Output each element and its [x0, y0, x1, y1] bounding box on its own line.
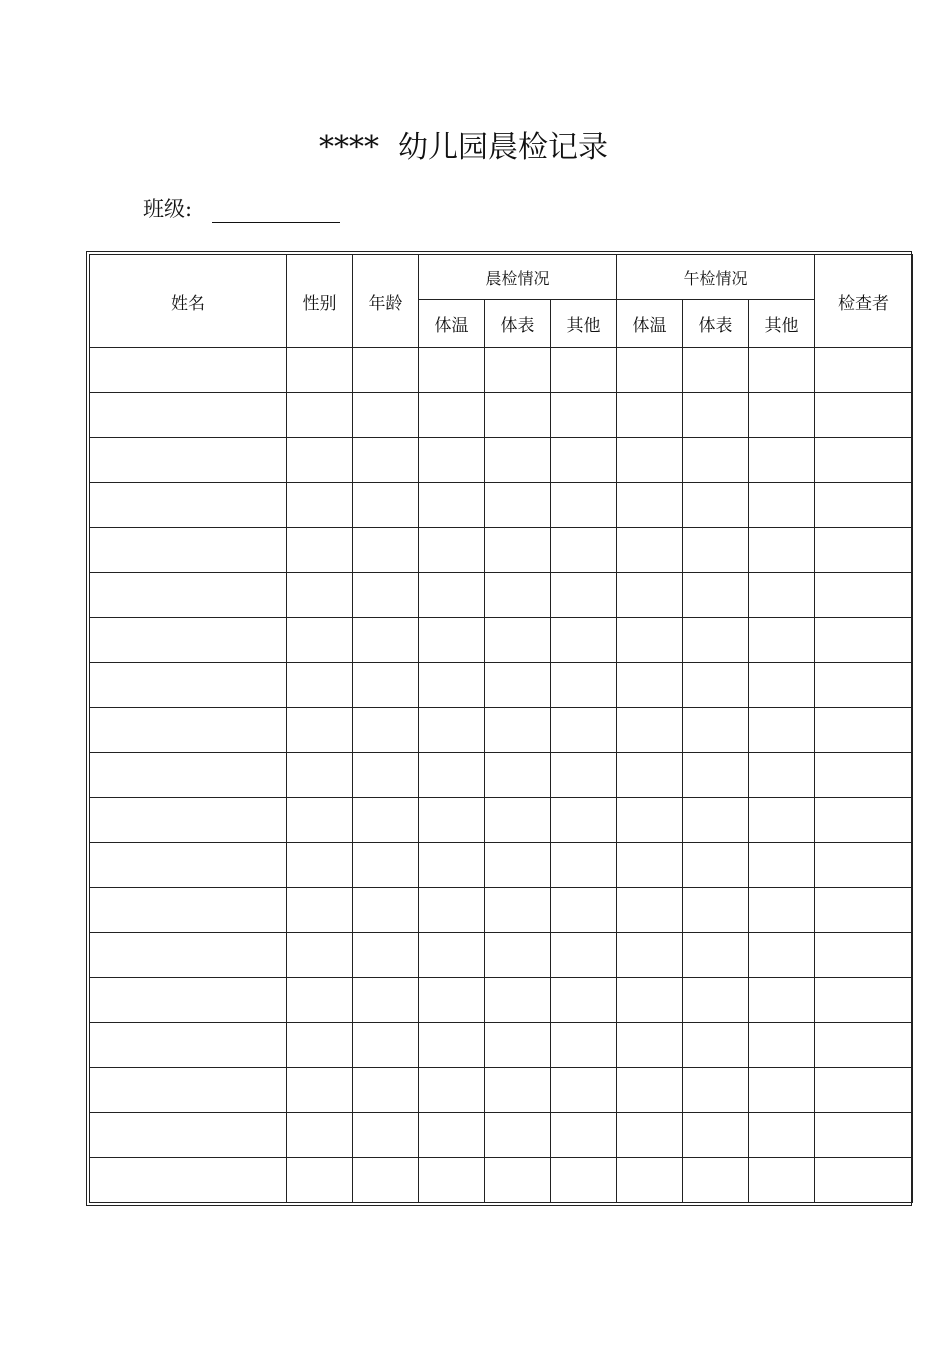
- cell-inspector[interactable]: [815, 573, 913, 618]
- cell-morning-temp[interactable]: [419, 933, 485, 978]
- cell-morning-temp[interactable]: [419, 528, 485, 573]
- cell-inspector[interactable]: [815, 753, 913, 798]
- cell-noon-appearance[interactable]: [683, 753, 749, 798]
- cell-gender[interactable]: [287, 1113, 353, 1158]
- cell-noon-other[interactable]: [749, 348, 815, 393]
- cell-age[interactable]: [353, 753, 419, 798]
- cell-morning-other[interactable]: [551, 933, 617, 978]
- cell-name[interactable]: [90, 978, 287, 1023]
- cell-noon-temp[interactable]: [617, 753, 683, 798]
- cell-noon-appearance[interactable]: [683, 1023, 749, 1068]
- cell-morning-temp[interactable]: [419, 843, 485, 888]
- header-noon-check: 午检情况: [617, 255, 815, 300]
- cell-age[interactable]: [353, 393, 419, 438]
- cell-noon-other[interactable]: [749, 528, 815, 573]
- cell-noon-other[interactable]: [749, 1023, 815, 1068]
- cell-gender[interactable]: [287, 573, 353, 618]
- cell-name[interactable]: [90, 933, 287, 978]
- cell-morning-other[interactable]: [551, 1068, 617, 1113]
- cell-morning-temp[interactable]: [419, 1113, 485, 1158]
- cell-inspector[interactable]: [815, 708, 913, 753]
- cell-noon-other[interactable]: [749, 1113, 815, 1158]
- cell-age[interactable]: [353, 888, 419, 933]
- cell-noon-other[interactable]: [749, 753, 815, 798]
- table-row: [90, 438, 913, 483]
- cell-inspector[interactable]: [815, 618, 913, 663]
- cell-age[interactable]: [353, 528, 419, 573]
- cell-inspector[interactable]: [815, 888, 913, 933]
- cell-noon-temp[interactable]: [617, 1023, 683, 1068]
- cell-morning-appearance[interactable]: [485, 618, 551, 663]
- cell-morning-temp[interactable]: [419, 888, 485, 933]
- cell-name[interactable]: [90, 528, 287, 573]
- table-row: [90, 393, 913, 438]
- cell-morning-appearance[interactable]: [485, 393, 551, 438]
- cell-age[interactable]: [353, 1068, 419, 1113]
- cell-morning-appearance[interactable]: [485, 438, 551, 483]
- cell-noon-temp[interactable]: [617, 663, 683, 708]
- cell-noon-other[interactable]: [749, 573, 815, 618]
- cell-morning-temp[interactable]: [419, 798, 485, 843]
- cell-noon-temp[interactable]: [617, 438, 683, 483]
- table-row: [90, 663, 913, 708]
- cell-name[interactable]: [90, 1113, 287, 1158]
- cell-noon-temp[interactable]: [617, 528, 683, 573]
- cell-inspector[interactable]: [815, 798, 913, 843]
- cell-name[interactable]: [90, 708, 287, 753]
- cell-morning-appearance[interactable]: [485, 1023, 551, 1068]
- cell-morning-appearance[interactable]: [485, 573, 551, 618]
- cell-age[interactable]: [353, 843, 419, 888]
- cell-noon-temp[interactable]: [617, 708, 683, 753]
- cell-noon-temp[interactable]: [617, 573, 683, 618]
- cell-gender[interactable]: [287, 1023, 353, 1068]
- cell-noon-temp[interactable]: [617, 348, 683, 393]
- cell-noon-temp[interactable]: [617, 843, 683, 888]
- cell-noon-other[interactable]: [749, 708, 815, 753]
- cell-morning-other[interactable]: [551, 393, 617, 438]
- header-morning-check: 晨检情况: [419, 255, 617, 300]
- table-row: [90, 1158, 913, 1203]
- cell-age[interactable]: [353, 708, 419, 753]
- cell-age[interactable]: [353, 348, 419, 393]
- cell-name[interactable]: [90, 843, 287, 888]
- cell-morning-other[interactable]: [551, 528, 617, 573]
- cell-age[interactable]: [353, 1113, 419, 1158]
- header-inspector: 检查者: [815, 255, 913, 348]
- cell-gender[interactable]: [287, 933, 353, 978]
- cell-inspector[interactable]: [815, 1113, 913, 1158]
- cell-inspector[interactable]: [815, 663, 913, 708]
- cell-noon-temp[interactable]: [617, 933, 683, 978]
- cell-morning-other[interactable]: [551, 843, 617, 888]
- cell-inspector[interactable]: [815, 933, 913, 978]
- cell-name[interactable]: [90, 753, 287, 798]
- cell-noon-other[interactable]: [749, 663, 815, 708]
- cell-noon-other[interactable]: [749, 618, 815, 663]
- cell-morning-temp[interactable]: [419, 753, 485, 798]
- cell-morning-appearance[interactable]: [485, 798, 551, 843]
- cell-morning-temp[interactable]: [419, 393, 485, 438]
- cell-morning-other[interactable]: [551, 1113, 617, 1158]
- cell-noon-appearance[interactable]: [683, 708, 749, 753]
- cell-noon-appearance[interactable]: [683, 1068, 749, 1113]
- cell-morning-appearance[interactable]: [485, 888, 551, 933]
- cell-morning-other[interactable]: [551, 1158, 617, 1203]
- cell-inspector[interactable]: [815, 483, 913, 528]
- cell-morning-other[interactable]: [551, 348, 617, 393]
- cell-morning-temp[interactable]: [419, 1158, 485, 1203]
- cell-noon-other[interactable]: [749, 393, 815, 438]
- cell-morning-other[interactable]: [551, 663, 617, 708]
- cell-morning-appearance[interactable]: [485, 978, 551, 1023]
- cell-gender[interactable]: [287, 1158, 353, 1203]
- header-morning-appearance: 体表: [485, 300, 551, 348]
- cell-morning-temp[interactable]: [419, 618, 485, 663]
- table-row: [90, 1113, 913, 1158]
- inspection-table-frame: [86, 251, 912, 1206]
- cell-morning-appearance[interactable]: [485, 1158, 551, 1203]
- cell-age[interactable]: [353, 438, 419, 483]
- cell-morning-temp[interactable]: [419, 708, 485, 753]
- header-noon-appearance: 体表: [683, 300, 749, 348]
- cell-age[interactable]: [353, 1158, 419, 1203]
- cell-gender[interactable]: [287, 393, 353, 438]
- cell-noon-temp[interactable]: [617, 393, 683, 438]
- cell-name[interactable]: [90, 618, 287, 663]
- cell-gender[interactable]: [287, 798, 353, 843]
- cell-noon-appearance[interactable]: [683, 393, 749, 438]
- cell-gender[interactable]: [287, 1068, 353, 1113]
- table-row: [90, 978, 913, 1023]
- header-morning-other: 其他: [551, 300, 617, 348]
- cell-noon-appearance[interactable]: [683, 888, 749, 933]
- cell-inspector[interactable]: [815, 978, 913, 1023]
- cell-noon-appearance[interactable]: [683, 438, 749, 483]
- cell-gender[interactable]: [287, 843, 353, 888]
- cell-noon-temp[interactable]: [617, 483, 683, 528]
- cell-age[interactable]: [353, 483, 419, 528]
- cell-morning-appearance[interactable]: [485, 1068, 551, 1113]
- cell-age[interactable]: [353, 618, 419, 663]
- table-row: [90, 888, 913, 933]
- cell-morning-appearance[interactable]: [485, 708, 551, 753]
- cell-noon-temp[interactable]: [617, 618, 683, 663]
- cell-noon-other[interactable]: [749, 888, 815, 933]
- cell-morning-other[interactable]: [551, 753, 617, 798]
- header-noon-other: 其他: [749, 300, 815, 348]
- cell-morning-appearance[interactable]: [485, 843, 551, 888]
- cell-morning-appearance[interactable]: [485, 528, 551, 573]
- cell-age[interactable]: [353, 798, 419, 843]
- cell-noon-other[interactable]: [749, 483, 815, 528]
- cell-noon-appearance[interactable]: [683, 348, 749, 393]
- cell-name[interactable]: [90, 573, 287, 618]
- table-row: [90, 933, 913, 978]
- cell-noon-temp[interactable]: [617, 1158, 683, 1203]
- cell-noon-other[interactable]: [749, 843, 815, 888]
- cell-morning-other[interactable]: [551, 573, 617, 618]
- cell-name[interactable]: [90, 1023, 287, 1068]
- table-row: [90, 483, 913, 528]
- cell-morning-temp[interactable]: [419, 483, 485, 528]
- cell-inspector[interactable]: [815, 1068, 913, 1113]
- cell-noon-temp[interactable]: [617, 1113, 683, 1158]
- cell-noon-other[interactable]: [749, 933, 815, 978]
- cell-morning-temp[interactable]: [419, 978, 485, 1023]
- cell-age[interactable]: [353, 663, 419, 708]
- table-row: [90, 708, 913, 753]
- cell-noon-other[interactable]: [749, 978, 815, 1023]
- cell-name[interactable]: [90, 438, 287, 483]
- cell-noon-appearance[interactable]: [683, 1158, 749, 1203]
- cell-noon-appearance[interactable]: [683, 1113, 749, 1158]
- cell-gender[interactable]: [287, 438, 353, 483]
- cell-gender[interactable]: [287, 528, 353, 573]
- cell-morning-appearance[interactable]: [485, 1113, 551, 1158]
- cell-gender[interactable]: [287, 753, 353, 798]
- table-row: [90, 618, 913, 663]
- cell-noon-appearance[interactable]: [683, 618, 749, 663]
- cell-noon-other[interactable]: [749, 798, 815, 843]
- cell-gender[interactable]: [287, 663, 353, 708]
- class-blank-line[interactable]: [212, 200, 340, 223]
- cell-gender[interactable]: [287, 348, 353, 393]
- header-morning-temp: 体温: [419, 300, 485, 348]
- cell-inspector[interactable]: [815, 1023, 913, 1068]
- cell-noon-temp[interactable]: [617, 978, 683, 1023]
- cell-gender[interactable]: [287, 978, 353, 1023]
- cell-name[interactable]: [90, 1158, 287, 1203]
- cell-noon-appearance[interactable]: [683, 663, 749, 708]
- cell-noon-appearance[interactable]: [683, 528, 749, 573]
- cell-morning-temp[interactable]: [419, 573, 485, 618]
- cell-inspector[interactable]: [815, 528, 913, 573]
- cell-morning-temp[interactable]: [419, 438, 485, 483]
- cell-name[interactable]: [90, 888, 287, 933]
- cell-gender[interactable]: [287, 888, 353, 933]
- cell-morning-temp[interactable]: [419, 663, 485, 708]
- cell-morning-appearance[interactable]: [485, 483, 551, 528]
- cell-name[interactable]: [90, 483, 287, 528]
- cell-name[interactable]: [90, 663, 287, 708]
- cell-name[interactable]: [90, 393, 287, 438]
- cell-gender[interactable]: [287, 708, 353, 753]
- cell-gender[interactable]: [287, 483, 353, 528]
- cell-age[interactable]: [353, 978, 419, 1023]
- table-body: [90, 348, 913, 1203]
- cell-noon-temp[interactable]: [617, 798, 683, 843]
- cell-noon-appearance[interactable]: [683, 843, 749, 888]
- header-gender: 性别: [287, 255, 353, 348]
- class-field: [143, 195, 340, 223]
- cell-age[interactable]: [353, 933, 419, 978]
- cell-noon-appearance[interactable]: [683, 933, 749, 978]
- cell-inspector[interactable]: [815, 393, 913, 438]
- cell-age[interactable]: [353, 573, 419, 618]
- cell-gender[interactable]: [287, 618, 353, 663]
- cell-noon-appearance[interactable]: [683, 798, 749, 843]
- cell-morning-other[interactable]: [551, 798, 617, 843]
- cell-noon-temp[interactable]: [617, 1068, 683, 1113]
- cell-morning-temp[interactable]: [419, 1023, 485, 1068]
- cell-morning-other[interactable]: [551, 888, 617, 933]
- cell-name[interactable]: [90, 348, 287, 393]
- cell-name[interactable]: [90, 1068, 287, 1113]
- cell-morning-temp[interactable]: [419, 348, 485, 393]
- header-name: 姓名: [90, 255, 287, 348]
- cell-morning-other[interactable]: [551, 708, 617, 753]
- cell-noon-appearance[interactable]: [683, 483, 749, 528]
- cell-morning-appearance[interactable]: [485, 663, 551, 708]
- cell-morning-temp[interactable]: [419, 1068, 485, 1113]
- cell-morning-other[interactable]: [551, 1023, 617, 1068]
- cell-noon-temp[interactable]: [617, 888, 683, 933]
- table-row: [90, 1068, 913, 1113]
- cell-noon-other[interactable]: [749, 438, 815, 483]
- cell-morning-other[interactable]: [551, 618, 617, 663]
- table-row: [90, 573, 913, 618]
- table-row: [90, 798, 913, 843]
- cell-morning-other[interactable]: [551, 438, 617, 483]
- cell-inspector[interactable]: [815, 348, 913, 393]
- table-row: [90, 843, 913, 888]
- cell-name[interactable]: [90, 798, 287, 843]
- cell-noon-appearance[interactable]: [683, 573, 749, 618]
- cell-inspector[interactable]: [815, 843, 913, 888]
- table-row: [90, 348, 913, 393]
- inspection-table: [89, 254, 913, 1203]
- cell-morning-appearance[interactable]: [485, 348, 551, 393]
- cell-noon-other[interactable]: [749, 1158, 815, 1203]
- page-title: **** 幼儿园晨检记录: [318, 130, 609, 165]
- class-label: 班级:: [143, 197, 193, 221]
- table-row: [90, 528, 913, 573]
- table-row: [90, 1023, 913, 1068]
- cell-morning-other[interactable]: [551, 483, 617, 528]
- table-row: [90, 753, 913, 798]
- cell-noon-appearance[interactable]: [683, 978, 749, 1023]
- header-age: 年龄: [353, 255, 419, 348]
- cell-age[interactable]: [353, 1023, 419, 1068]
- header-noon-temp: 体温: [617, 300, 683, 348]
- cell-morning-other[interactable]: [551, 978, 617, 1023]
- cell-noon-other[interactable]: [749, 1068, 815, 1113]
- cell-morning-appearance[interactable]: [485, 753, 551, 798]
- cell-inspector[interactable]: [815, 438, 913, 483]
- cell-inspector[interactable]: [815, 1158, 913, 1203]
- cell-morning-appearance[interactable]: [485, 933, 551, 978]
